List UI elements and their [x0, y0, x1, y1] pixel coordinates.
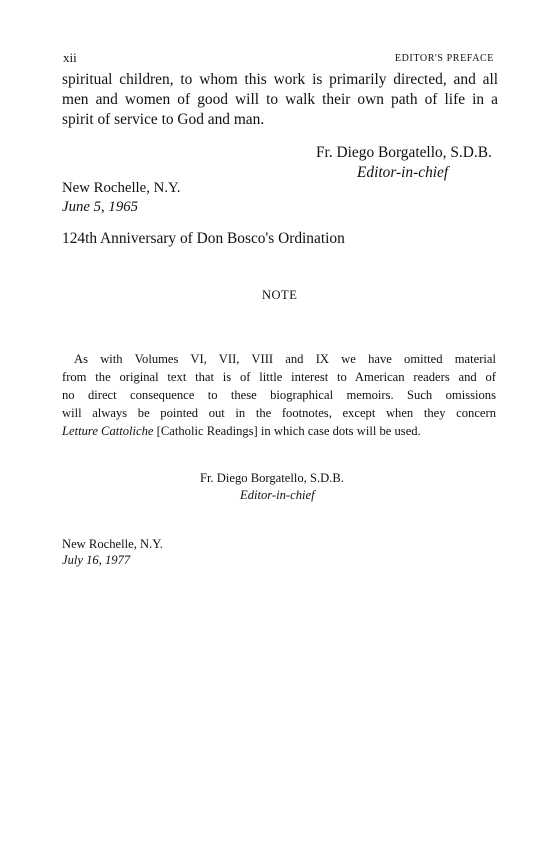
note-line-3: no direct consequence to these biographical memoirs. Such omissions [62, 388, 496, 402]
note-line-5 [62, 422, 496, 440]
note-place: New Rochelle, N.Y. [62, 537, 163, 551]
preface-signature-title: Editor-in-chief [357, 164, 449, 181]
note-line-1: As with Volumes VI, VII, VIII and IX we have omitted material [74, 352, 496, 366]
page-number: xii [63, 50, 77, 65]
running-head-title: EDITOR'S PREFACE [394, 53, 494, 64]
note-line-5-rest: [Catholic Readings] in which case dots will be used. [153, 424, 421, 438]
note-italic-title: Letture Cattoliche [62, 424, 154, 438]
preface-paragraph-line-2: men and women of good will to walk their own path of life in a [62, 91, 498, 108]
note-signature-title: Editor-in-chief [240, 488, 315, 502]
preface-paragraph-line-1: spiritual children, to whom this work is primarily directed, and all [62, 71, 498, 88]
preface-signature-name: Fr. Diego Borgatello, S.D.B. [316, 144, 492, 161]
anniversary-line: 124th Anniversary of Don Bosco's Ordination [62, 230, 345, 247]
note-date: July 16, 1977 [62, 553, 131, 567]
note-line-2: from the original text that is of little interest to American readers and of [62, 370, 496, 384]
note-heading: NOTE [262, 288, 298, 302]
note-line-4: will always be pointed out in the footnotes, except when they concern [62, 406, 496, 420]
preface-place: New Rochelle, N.Y. [62, 180, 181, 196]
preface-date: June 5, 1965 [62, 199, 139, 215]
note-signature-name: Fr. Diego Borgatello, S.D.B. [200, 471, 344, 485]
preface-paragraph-line-3: spirit of service to God and man. [62, 111, 265, 128]
